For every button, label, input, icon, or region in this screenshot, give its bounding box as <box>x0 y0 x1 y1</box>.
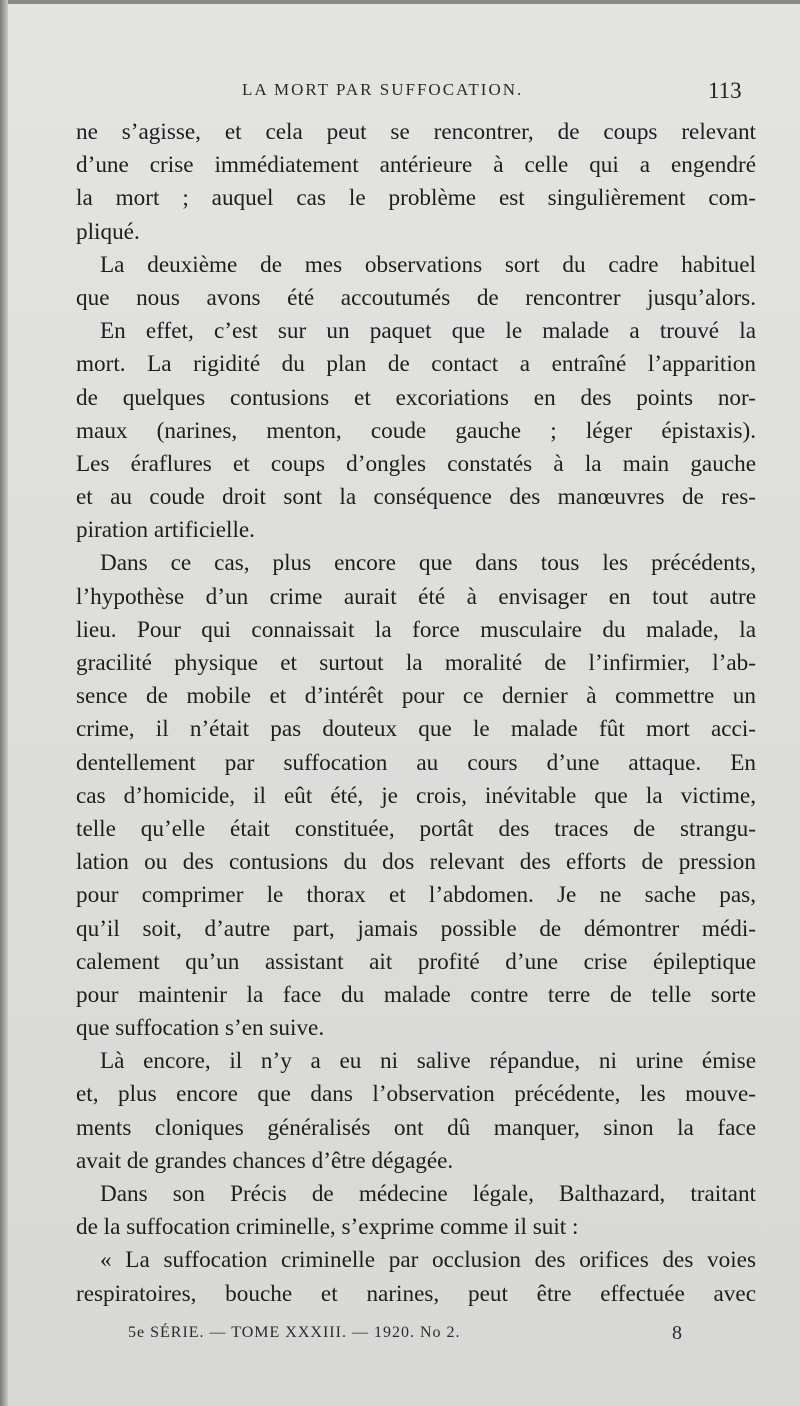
text-line: sence de mobile et d’intérêt pour ce dernier à commettre un <box>76 683 756 710</box>
text-line: Les éraflures et coups d’ongles constatés à la main gauche <box>76 450 756 477</box>
page-binding-shadow <box>0 0 8 1406</box>
body-text <box>76 116 756 1311</box>
text-line: la mort ; auquel cas le problème est singulièrement com- <box>76 185 756 212</box>
text-line: pliqué. <box>76 218 140 245</box>
text-line: maux (narines, menton, coude gauche ; léger épistaxis). <box>76 417 756 444</box>
text-line: pour comprimer le thorax et l’abdomen. Je ne sache pas, <box>76 882 756 909</box>
text-line: En effet, c’est sur un paquet que le malade a trouvé la <box>100 318 756 345</box>
page-top-edge <box>0 0 800 4</box>
text-line: d’une crise immédiatement antérieure à celle qui a engendré <box>76 152 756 179</box>
text-line: et, plus encore que dans l’observation précédente, les mouve- <box>76 1081 756 1108</box>
text-line: respiratoires, bouche et narines, peut être effectuée avec <box>76 1280 756 1307</box>
text-line: ments cloniques généralisés ont dû manquer, sinon la face <box>76 1114 756 1141</box>
text-line: calement qu’un assistant ait profité d’une crise épileptique <box>76 948 756 975</box>
text-line: crime, il n’était pas douteux que le malade fût mort acci- <box>76 716 756 743</box>
text-line: que nous avons été accoutumés de rencontrer jusqu’alors. <box>76 284 756 311</box>
text-line: « La suffocation criminelle par occlusion des orifices des voies <box>100 1247 756 1274</box>
text-line: cas d’homicide, il eût été, je crois, inévitable que la victime, <box>76 782 756 809</box>
text-line: ne s’agisse, et cela peut se rencontrer, de coups relevant <box>76 119 756 145</box>
text-line: lation ou des contusions du dos relevant des efforts de pression <box>76 849 756 876</box>
volume-signature: 5e SÉRIE. — TOME XXXIII. — 1920. No 2. <box>128 1324 461 1341</box>
text-line: La deuxième de mes observations sort du cadre habituel <box>100 251 756 278</box>
text-line: dentellement par suffocation au cours d’une attaque. En <box>76 749 756 776</box>
page-footer <box>0 1324 800 1354</box>
text-line: telle qu’elle était constituée, portât des traces de strangu- <box>76 815 756 842</box>
text-line: gracilité physique et surtout la moralité de l’infirmier, l’ab- <box>76 650 756 676</box>
running-title: LA MORT PAR SUFFOCATION. <box>242 80 524 99</box>
sheet-number: 8 <box>672 1322 682 1344</box>
text-line: l’hypothèse d’un crime aurait été à envisager en tout autre <box>76 583 756 610</box>
text-line: avait de grandes chances d’être dégagée. <box>76 1147 454 1174</box>
page-number: 113 <box>708 78 742 103</box>
text-line: piration artificielle. <box>76 517 255 544</box>
text-line: de la suffocation criminelle, s’exprime comme il suit : <box>76 1214 579 1241</box>
text-line: qu’il soit, d’autre part, jamais possible de démontrer médi- <box>76 915 756 942</box>
text-line: de quelques contusions et excoriations en des points nor- <box>76 384 756 411</box>
text-line: mort. La rigidité du plan de contact a entraîné l’apparition <box>76 351 756 378</box>
text-line: lieu. Pour qui connaissait la force musculaire du malade, la <box>76 616 756 643</box>
text-line: Dans son Précis de médecine légale, Balthazard, traitant <box>100 1181 756 1207</box>
text-line: que suffocation s’en suive. <box>76 1015 325 1042</box>
text-line: Là encore, il n’y a eu ni salive répandue, ni urine émise <box>100 1048 756 1075</box>
text-line: Dans ce cas, plus encore que dans tous les précédents, <box>100 550 756 577</box>
text-line: et au coude droit sont la conséquence des manœuvres de res- <box>76 484 756 511</box>
text-line: pour maintenir la face du malade contre terre de telle sorte <box>76 981 756 1008</box>
page-header <box>0 80 800 110</box>
